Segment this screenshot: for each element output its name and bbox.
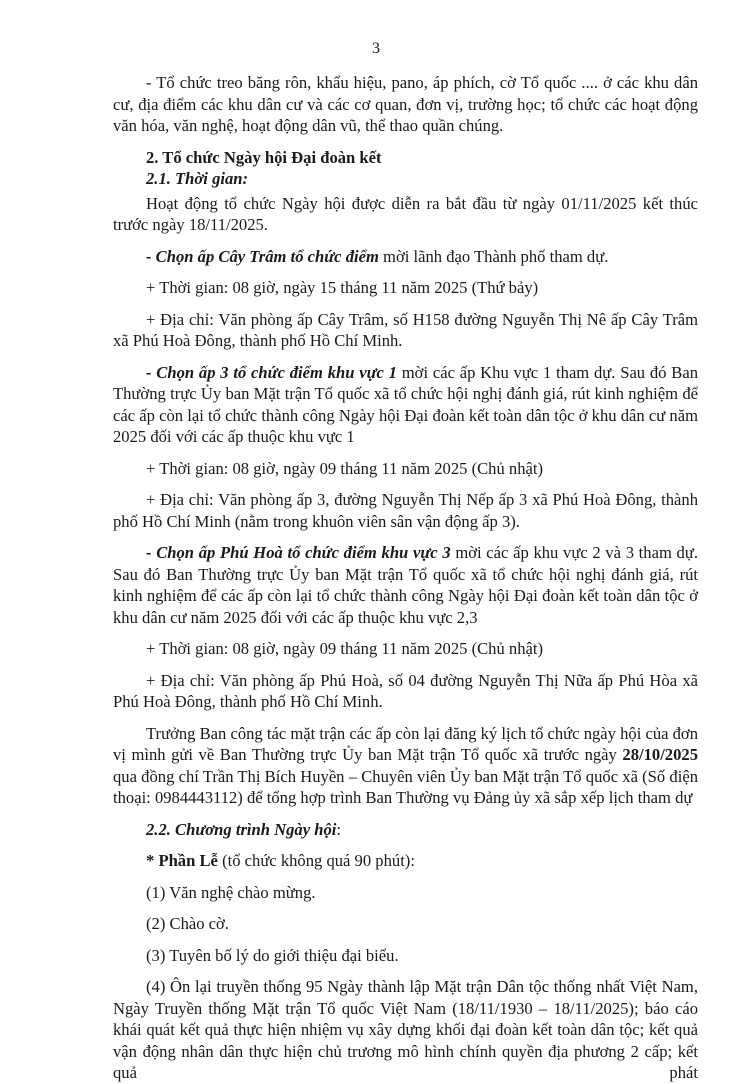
- program-item-1: (1) Văn nghệ chào mừng.: [146, 882, 316, 902]
- paragraph-phu-hoa: [113, 542, 698, 628]
- paragraph-phu-hoa-address: + Địa chỉ: Văn phòng ấp Phú Hoà, số 04 đường Nguyễn Thị Nữa ấp Phú Hòa xã Phú Hoà Đông, thành phố Hồ Chí Minh.: [113, 670, 698, 711]
- program-item-3: (3) Tuyên bố lý do giới thiệu đại biểu.: [146, 945, 399, 965]
- paragraph-cay-tram-address: + Địa chỉ: Văn phòng ấp Cây Trâm, số H158 đường Nguyễn Thị Nê ấp Cây Trâm xã Phú Hoà Đông, thành phố Hồ Chí Minh.: [113, 309, 698, 350]
- subsection-heading-2-2: [113, 819, 698, 841]
- paragraph-phan-le: [113, 850, 698, 872]
- text-phan-le: (tổ chức không quá 90 phút):: [217, 851, 415, 870]
- text-phu-hoa: mời các ấp khu vực 2 và 3 tham dự. Sau đó Ban Thường trực Ủy ban Mặt trận Tổ quốc xã tổ chức hội nghị đánh giá, rút kinh nghiệm để các ấp còn lại tổ chức thành công Ngày hội Đại đoàn kết toàn dân tộc ở khu dân cư năm 2025 đối với các ấp thuộc khu vực 2,3: [113, 543, 698, 627]
- emphasis-phan-le: * Phần Lễ: [146, 851, 218, 870]
- paragraph-registration: [113, 723, 698, 809]
- emphasis-phu-hoa: - Chọn ấp Phú Hoà tổ chức điểm khu vực 3: [146, 543, 451, 562]
- program-item-2: (2) Chào cờ.: [146, 914, 229, 933]
- paragraph-ap-3-address: + Địa chỉ: Văn phòng ấp 3, đường Nguyễn Thị Nếp ấp 3 xã Phú Hoà Đông, thành phố Hồ Chí Minh (nằm trong khuôn viên sân vận động ấp 3).: [113, 490, 698, 531]
- text-registration-a: Trưởng Ban công tác mặt trận các ấp còn lại đăng ký lịch tổ chức ngày hội của đơn vị mình gửi về Ban Thường trực Ủy ban Mặt trận Tổ quốc xã trước ngày: [113, 723, 698, 764]
- paragraph-decorations: - Tổ chức treo băng rôn, khẩu hiệu, pano, áp phích, cờ Tổ quốc .... ở các khu dân cư, địa điểm các khu dân cư và các cơ quan, đơn vị, trường học; tổ chức các hoạt động văn hóa, văn nghệ, hoạt động dân vũ, thể thao quần chúng.: [113, 73, 698, 135]
- section-heading-2: 2. Tổ chức Ngày hội Đại đoàn kết: [146, 147, 382, 167]
- emphasis-ap-3: - Chọn ấp 3 tổ chức điểm khu vực 1: [146, 362, 397, 382]
- deadline-date: 28/10/2025: [622, 745, 698, 764]
- emphasis-cay-tram: - Chọn ấp Cây Trâm tổ chức điểm: [146, 246, 379, 266]
- paragraph-ap-3-time: + Thời gian: 08 giờ, ngày 09 tháng 11 năm 2025 (Chủ nhật): [146, 458, 543, 478]
- page-number: 3: [372, 40, 380, 57]
- subsection-heading-2-1: 2.1. Thời gian:: [146, 169, 249, 188]
- text-registration-b: qua đồng chí Trần Thị Bích Huyền – Chuyên viên Ủy ban Mặt trận Tổ quốc xã (Số điện thoại: 0984443112) để tổng hợp trình Ban Thường vụ Đảng ủy xã sắp xếp lịch tham dự: [113, 766, 698, 807]
- program-item-4: (4) Ôn lại truyền thống 95 Ngày thành lập Mặt trận Dân tộc thống nhất Việt Nam, Ngày Truyền thống Mặt trận Tổ quốc Việt Nam (18/11/1930 – 18/11/2025); báo cáo khái quát kết quả thực hiện nhiệm vụ xây dựng khối đại đoàn kết toàn dân tộc; kết quả vận động nhân dân thực hiện chủ trương mô hình chính quyền địa phương 2 cấp; kết quả phát: [113, 977, 698, 1082]
- paragraph-ap-3: [113, 362, 698, 448]
- text-cay-tram: mời lãnh đạo Thành phố tham dự.: [378, 246, 609, 266]
- heading-2-2-text: 2.2. Chương trình Ngày hội: [146, 819, 337, 839]
- paragraph-time-range: Hoạt động tổ chức Ngày hội được diễn ra bắt đầu từ ngày 01/11/2025 kết thúc trước ngày 18/11/2025.: [113, 193, 698, 234]
- heading-2-2-colon: :: [336, 819, 341, 839]
- paragraph-cay-tram-time: + Thời gian: 08 giờ, ngày 15 tháng 11 năm 2025 (Thứ bảy): [146, 278, 539, 297]
- document-body: [113, 72, 698, 1084]
- paragraph-phu-hoa-time: + Thời gian: 08 giờ, ngày 09 tháng 11 năm 2025 (Chủ nhật): [146, 639, 543, 658]
- text-ap-3: mời các ấp Khu vực 1 tham dự. Sau đó Ban Thường trực Ủy ban Mặt trận Tổ quốc xã tổ chức hội nghị đánh giá, rút kinh nghiệm để các ấp còn lại tổ chức thành công Ngày hội Đại đoàn kết toàn dân tộc ở khu dân cư năm 2025 đối với các ấp thuộc khu vực 1: [113, 362, 698, 446]
- paragraph-cay-tram: [113, 246, 698, 268]
